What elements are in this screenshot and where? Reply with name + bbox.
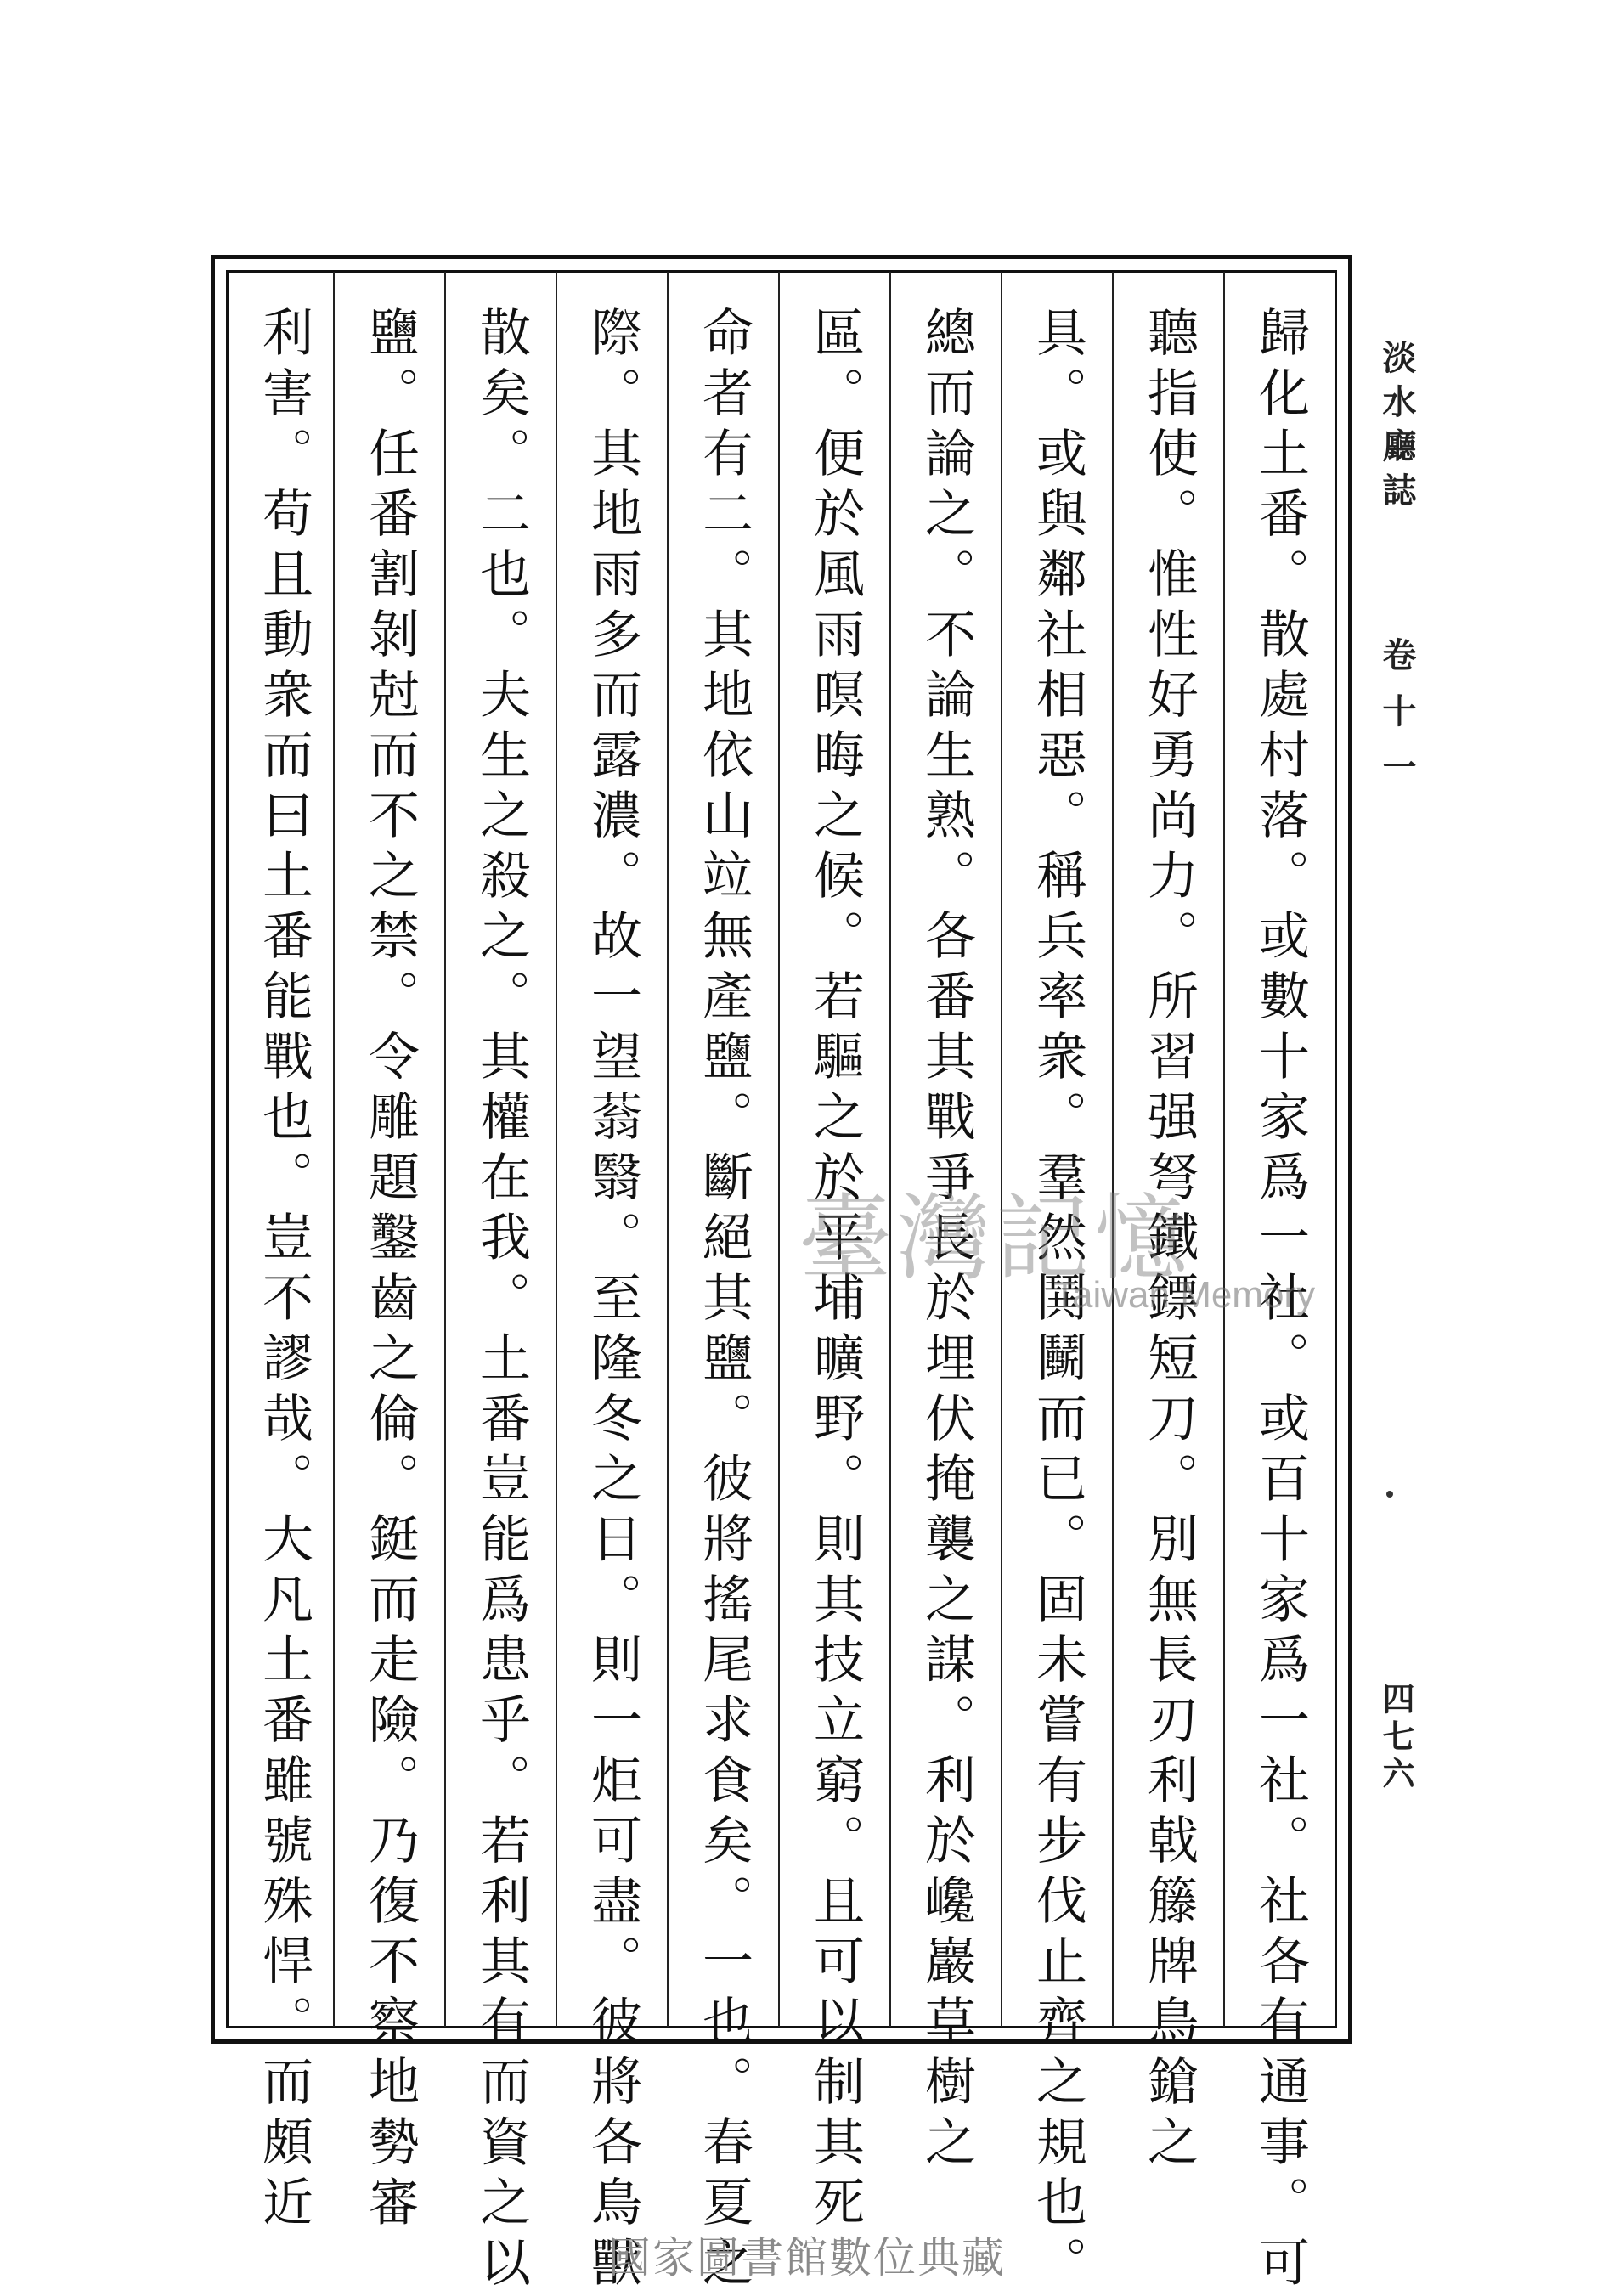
page-number: 四七六 bbox=[1377, 1682, 1415, 1794]
text-column-8: 散矣。二也。夫生之殺之。其權在我。土番豈能爲患乎。若利其有而資之以 bbox=[471, 306, 531, 2296]
watermark-chinese: 臺灣記憶 bbox=[799, 1184, 1193, 1293]
text-column-3: 具。或與鄰社相惡。稱兵率衆。羣然鬨鬭而已。固未嘗有步伐止齊之規也。 bbox=[1028, 306, 1087, 2296]
margin-header bbox=[1356, 306, 1432, 1920]
text-column-2: 聽指使。惟性好勇尚力。所習强弩鐵鏢短刀。別無長刃利戟籐牌鳥鎗之 bbox=[1139, 306, 1199, 2175]
volume-label: 卷十一 bbox=[1377, 637, 1417, 805]
book-title: 淡水廳誌 bbox=[1377, 340, 1417, 516]
text-column-10: 利害。苟且動衆而曰土番能戰也。豈不謬哉。大凡土番雖號殊悍。而頗近 bbox=[254, 306, 313, 2236]
text-column-7: 際。其地雨多而露濃。故一望蓊翳。至隆冬之日。則一炬可盡。彼將各鳥獸 bbox=[583, 306, 642, 2296]
text-column-4: 總而論之。不論生熟。各番其戰爭長於埋伏掩襲之謀。利於巉巖草樹之 bbox=[917, 306, 976, 2175]
text-column-9: 鹽。任番割剝尅而不之禁。令雕題鑿齒之倫。鋌而走險。乃復不察地勢審 bbox=[360, 306, 420, 2236]
text-column-6: 命者有二。其地依山竝無產鹽。斷絕其鹽。彼將搖尾求食矣。一也。春夏之 bbox=[694, 306, 753, 2296]
text-column-5: 區。便於風雨暝晦之候。若驅之於平埔曠野。則其技立窮。且可以制其死 bbox=[805, 306, 865, 2236]
footer-caption: 國家圖書館數位典藏 bbox=[608, 2233, 1006, 2282]
margin-dot-mark bbox=[1386, 1491, 1393, 1498]
text-column-1: 歸化土番。散處村落。或數十家爲一社。或百十家爲一社。社各有通事。可 bbox=[1250, 306, 1310, 2296]
watermark-english: Taiwan Memory bbox=[1053, 1274, 1316, 1316]
